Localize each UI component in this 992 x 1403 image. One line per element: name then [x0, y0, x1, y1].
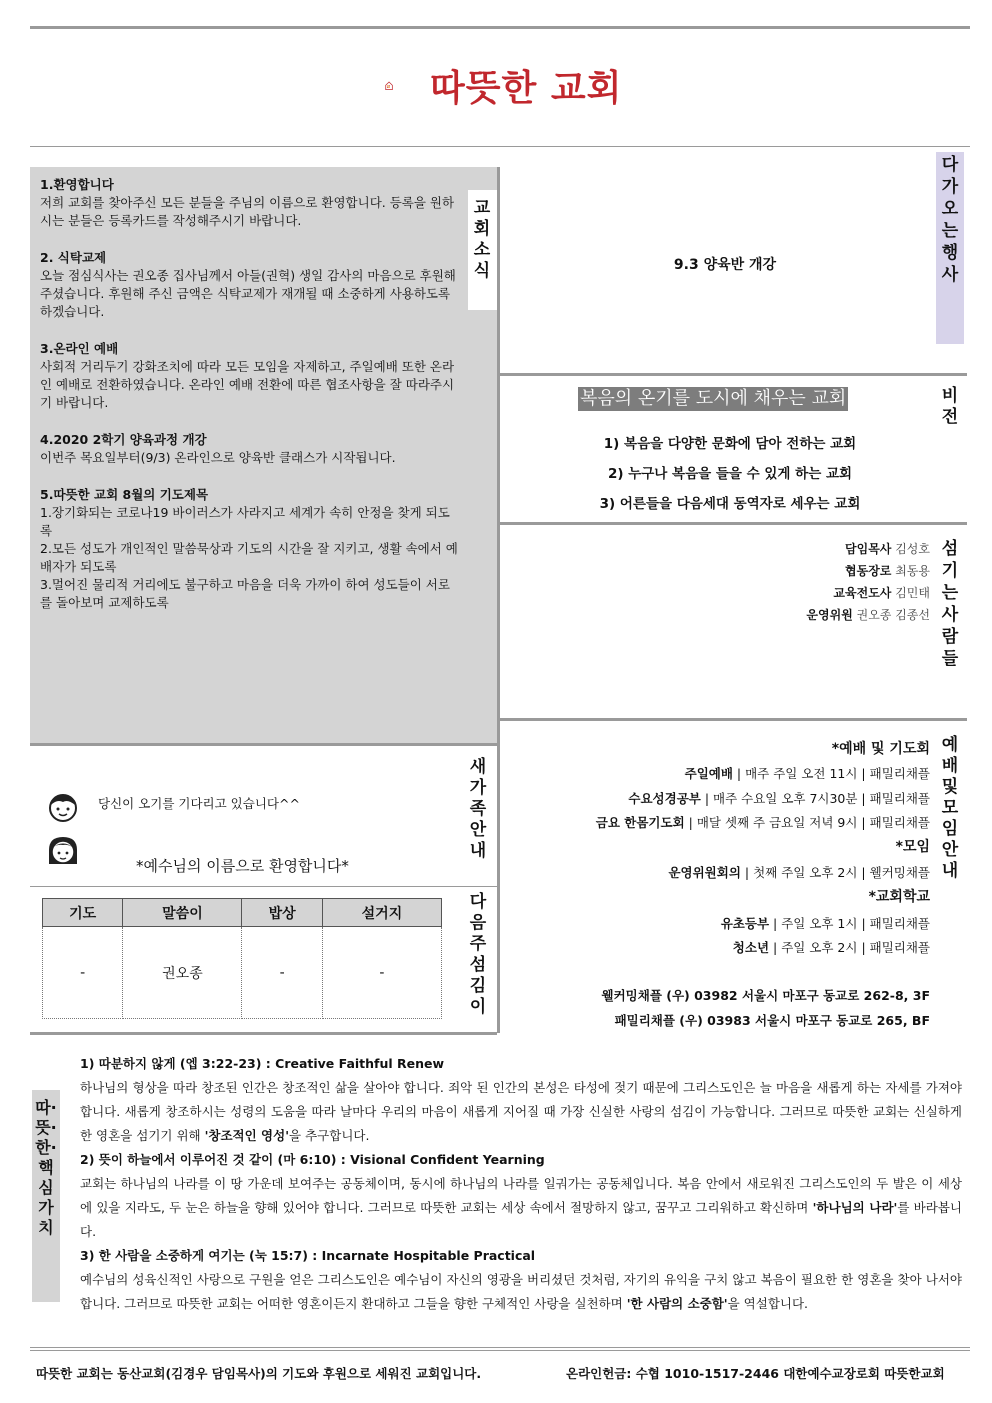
girl-face-icon: [46, 834, 80, 868]
meeting-detail: | 매달 셋째 주 금요일 저녁 9시 | 패밀리채플: [684, 815, 930, 830]
news-item: [40, 340, 458, 412]
server-row: [600, 562, 930, 579]
section-rule: [30, 886, 497, 887]
meeting-item: [520, 863, 930, 881]
core-value-emphasis: '창조적인 영성': [204, 1128, 290, 1143]
vision-line: 3) 어른들을 다음세대 동역자로 세우는 교회: [599, 496, 861, 512]
news-item-title: 2. 식탁교제: [40, 250, 107, 265]
newfamily-label: 새가족안내: [469, 757, 487, 861]
core-value-text: [80, 1268, 962, 1316]
meeting-detail: | 매주 수요일 오후 7시30분 | 패밀리채플: [700, 791, 930, 806]
footer-support-note: 따뜻한 교회는 동산교회(김경우 담임목사)의 기도와 후원으로 세워진 교회입니다.: [36, 1366, 482, 1381]
column-divider: [497, 167, 500, 1033]
core-value-title: 3) 한 사람을 소중하게 여기는 (눅 15:7) : Incarnate Hospitable Practical: [80, 1248, 536, 1263]
core-value-title: 2) 뜻이 하늘에서 이루어진 것 같이 (마 6:10) : Visional Confident Yearning: [80, 1152, 545, 1167]
meeting-heading: *교회학교: [868, 889, 930, 905]
boy-face-icon: [46, 790, 80, 824]
meeting-name: 유초등부: [720, 916, 770, 931]
vision-slogan: 복음의 온기를 도시에 채우는 교회: [580, 388, 847, 409]
server-row: [600, 606, 930, 623]
table-header: 기도: [43, 899, 123, 927]
table-row: [43, 927, 442, 1019]
meeting-detail: | 주일 오후 2시 | 패밀리채플: [769, 940, 930, 955]
section-rule: [30, 743, 497, 746]
next-service-label: 다음주섬김이: [469, 892, 487, 1017]
table-header: 말씀이: [123, 899, 242, 927]
core-value-emphasis: '한 사람의 소중함': [626, 1296, 728, 1311]
news-item: [40, 431, 458, 467]
section-rule: [497, 373, 967, 376]
news-item-title: 1.환영합니다: [40, 177, 114, 192]
meetings-label: 예배및모임안내: [941, 735, 959, 881]
meeting-name: 운영위원회의: [668, 865, 741, 880]
core-value-body: 을 추구합니다.: [289, 1128, 370, 1143]
section-rule: [497, 718, 967, 721]
events-label: 다가오는 행사: [941, 155, 959, 285]
news-item-text: 이번주 목요일부터(9/3) 온라인으로 양육반 클래스가 시작됩니다.: [40, 450, 396, 465]
meeting-item: [520, 938, 930, 956]
server-role: 교육전도사: [833, 586, 892, 600]
section-rule: [30, 1032, 497, 1035]
core-value-body: 을 역설합니다.: [727, 1296, 809, 1311]
core-value-text: [80, 1172, 962, 1244]
core-values-content: [80, 1052, 962, 1316]
table-header: 설거지: [322, 899, 441, 927]
header-rule: [30, 146, 970, 147]
core-value-body: 교회는 하나님의 나라를 이 땅 가운데 보여주는 공동체이며, 동시에 하나님의 나라를 일궈가는 공동체입니다. 복음 안에서 새로워진 그리스도인의 두 발은 이 세상에 있을 지라도, 두 눈은 하늘을 향해 있어야 합니다. 그러므로 따뜻한 교회는 세상 속에서 절망하지 않고, 꿈꾸고 그리워하고 확신하며: [80, 1176, 962, 1215]
core-value-title: 1) 따분하지 않게 (엡 3:22-23) : Creative Faithful Renew: [80, 1056, 445, 1071]
meeting-item: [520, 813, 930, 831]
core-value-emphasis: '하나님의 나라': [812, 1200, 898, 1215]
news-label: 교회소식: [473, 198, 491, 281]
table-cell: -: [322, 927, 441, 1019]
meeting-heading: *예배 및 기도회: [831, 741, 930, 757]
vision-line: 1) 복음을 다양한 문화에 담아 전하는 교회: [603, 436, 857, 452]
server-names: 김민태: [895, 586, 930, 600]
news-item-title: 5.따뜻한 교회 8월의 기도제목: [40, 487, 209, 502]
meeting-item: [520, 914, 930, 932]
news-item: [40, 486, 458, 612]
news-item: [40, 249, 458, 321]
church-logo-icon: [385, 58, 429, 114]
church-name: 따뜻한 교회: [430, 68, 623, 109]
core-value-body: 하나님의 형상을 따라 창조된 인간은 창조적인 삶을 살아야 합니다. 죄악 된 인간의 본성은 타성에 젖기 때문에 그리스도인은 늘 마음을 새롭게 하는 자세를 가져야합니다. 새롭게 창조하시는 성령의 도움을 따라 날마다 우리의 마음이 새롭게 지어질 때 가장 신실한 사랑의 섬김이 가능합니다. 그러므로 따뜻한 교회는 신실하게 한 영혼을 섬기기 위해: [80, 1080, 962, 1143]
server-names: 권오종 김종선: [856, 608, 930, 622]
newfamily-welcome: *예수님의 이름으로 환영합니다*: [136, 857, 349, 875]
footer-rule: [30, 1347, 970, 1351]
core-value-body: 예수님의 성육신적인 사랑으로 구원을 얻은 그리스도인은 예수님이 자신의 영광을 버리셨던 것처럼, 자기의 유익을 구치 않고 복음이 필요한 한 영혼을 찾아 나서야 합니다. 그러므로 따뜻한 교회는 어떠한 영혼이든지 환대하고 그들을 향한 구체적인 사랑을 실천하며: [80, 1272, 962, 1311]
news-item-text: 사회적 거리두기 강화조치에 따라 모든 모임을 자제하고, 주일예배 또한 온라인 예배로 전환하였습니다. 온라인 예배 전환에 따른 협조사항을 잘 따라주시기 바랍니다.: [40, 359, 455, 410]
meeting-item: [520, 789, 930, 807]
meeting-name: 청소년: [732, 940, 770, 955]
meeting-heading: *모임: [895, 839, 930, 855]
core-value-text: [80, 1076, 962, 1148]
news-item-title: 4.2020 2학기 양육과정 개강: [40, 432, 207, 447]
news-item: [40, 176, 458, 230]
address-line: 웰커밍채플 (우) 03982 서울시 마포구 동교로 262-8, 3F: [601, 988, 930, 1003]
news-item-text: 1.장기화되는 코로나19 바이러스가 사라지고 세계가 속히 안정을 찾게 되도록 2.모든 성도가 개인적인 말씀묵상과 기도의 시간을 잘 지키고, 생활 속에서 예배자가 되도록 3.멀어진 물리적 거리에도 불구하고 마음을 더욱 가까이 하여 성도들이 서로를 돌아보며 교제하도록: [40, 505, 458, 610]
server-names: 최동용: [895, 564, 930, 578]
server-names: 김성호: [895, 542, 930, 556]
table-cell: -: [43, 927, 123, 1019]
table-header: 밥상: [242, 899, 322, 927]
meeting-name: 금요 한몸기도회: [595, 815, 685, 830]
next-service-table: [42, 898, 442, 1019]
meeting-name: 수요성경공부: [628, 791, 701, 806]
top-rule: [30, 26, 970, 29]
newfamily-message: 당신이 오기를 기다리고 있습니다^^: [98, 796, 300, 811]
server-role: 운영위원: [806, 608, 853, 622]
meeting-item: [520, 764, 930, 782]
table-cell: 권오종: [123, 927, 242, 1019]
server-role: 담임목사: [845, 542, 892, 556]
news-item-text: 저희 교회를 찾아주신 모든 분들을 주님의 이름으로 환영합니다. 등록을 원하시는 분들은 등록카드를 작성해주시기 바랍니다.: [40, 195, 455, 228]
server-row: [600, 584, 930, 601]
meeting-detail: | 주일 오후 1시 | 패밀리채플: [769, 916, 930, 931]
core-values-label: 따·뜻·한·핵심가치: [35, 1098, 57, 1237]
table-header-row: [43, 899, 442, 927]
vision-label: 비전: [941, 386, 959, 427]
core-value-body: 를 바라봅니다.: [80, 1200, 962, 1239]
table-cell: -: [242, 927, 322, 1019]
server-row: [600, 540, 930, 557]
footer-offering-account: 온라인헌금: 수협 1010-1517-2446 대한예수교장로회 따뜻한교회: [566, 1366, 945, 1381]
address-line: 패밀리채플 (우) 03983 서울시 마포구 동교로 265, BF: [614, 1013, 930, 1028]
news-item-text: 오늘 점심식사는 권오종 집사님께서 아들(권혁) 생일 감사의 마음으로 후원해 주셨습니다. 후원해 주신 금액은 식탁교제가 재개될 때 소중하게 사용하도록 하겠습니다.: [40, 268, 456, 319]
event-item: 9.3 양육반 개강: [673, 257, 777, 273]
vision-line: 2) 누구나 복음을 들을 수 있게 하는 교회: [607, 466, 853, 482]
servers-label: 섬기는사람들: [941, 539, 959, 669]
meeting-name: 주일예배: [684, 766, 733, 781]
section-rule: [497, 522, 967, 525]
meeting-detail: | 첫째 주일 오후 2시 | 웰커밍채플: [740, 865, 930, 880]
news-content: [40, 176, 458, 631]
server-role: 협동장로: [845, 564, 892, 578]
meeting-detail: | 매주 주일 오전 11시 | 패밀리채플: [732, 766, 930, 781]
news-item-title: 3.온라인 예배: [40, 341, 119, 356]
